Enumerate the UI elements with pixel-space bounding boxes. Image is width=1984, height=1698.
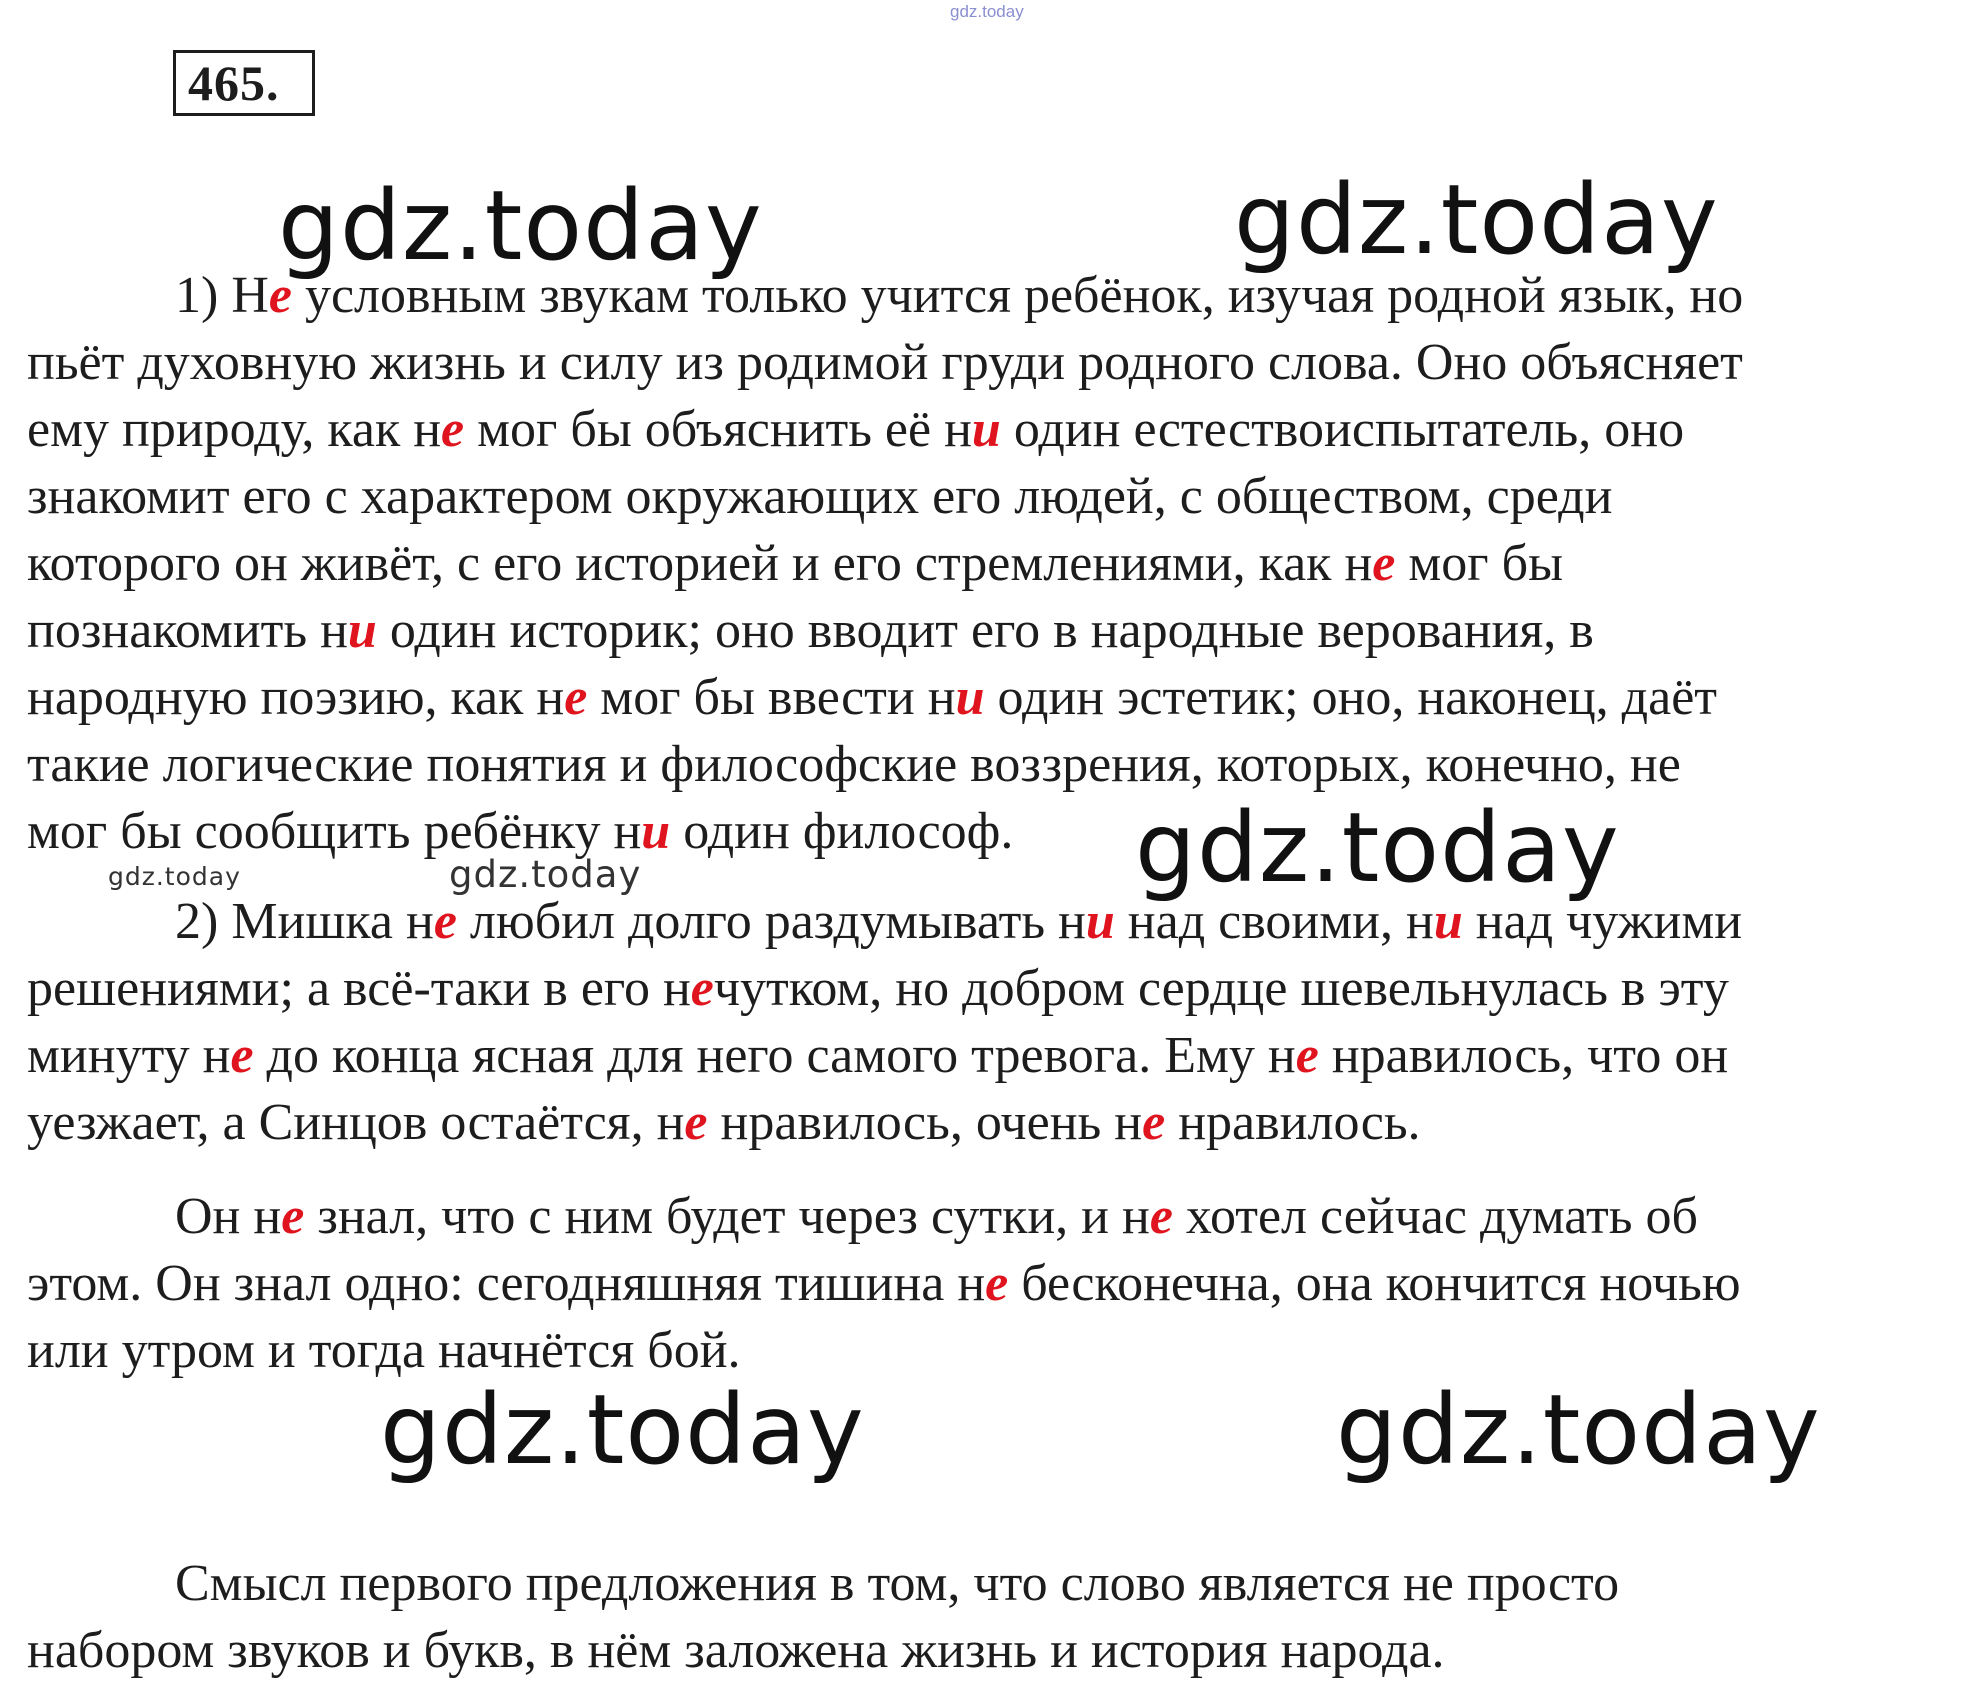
text-segment: один эстетик; оно, наконец, даёт такие логические понятия и философские воззрения, которых, конечно, не мог бы сообщить ребёнку н xyxy=(27,669,1718,860)
answer-paragraph-1 xyxy=(27,262,1967,865)
watermark: gdz.today xyxy=(278,170,763,282)
highlighted-letter: и xyxy=(955,669,985,726)
highlighted-letter: е xyxy=(684,1094,708,1151)
text-segment: над своими, н xyxy=(1114,893,1434,950)
highlighted-letter: е xyxy=(1142,1094,1166,1151)
answer-paragraph-3 xyxy=(27,1183,1967,1384)
highlighted-letter: е xyxy=(564,669,588,726)
text-segment: один естествоиспытатель, оно знакомит его с характером окружающих его людей, с обществом, среди которого он живёт, с его историей и его стремлениями, как н xyxy=(27,401,1685,592)
highlighted-letter: е xyxy=(433,893,457,950)
text-segment: мог бы ввести н xyxy=(587,669,956,726)
highlighted-letter: и xyxy=(1085,893,1115,950)
watermark: gdz.today xyxy=(1336,1374,1821,1486)
explanation-paragraph xyxy=(27,1550,1967,1684)
text-segment: хотел сейчас думать об этом. Он знал одно: сегодняшняя тишина н xyxy=(27,1188,1698,1312)
highlighted-letter: е xyxy=(1295,1027,1319,1084)
text-segment: Он н xyxy=(175,1188,282,1245)
highlighted-letter: е xyxy=(281,1188,305,1245)
text-segment: 2) Мишка н xyxy=(175,893,434,950)
text-segment: знал, что с ним будет через сутки, и н xyxy=(304,1188,1150,1245)
text-segment: Смысл первого предложения в том, что слово является не просто набором звуков и букв, в нём заложена жизнь и история народа. xyxy=(27,1555,1620,1679)
highlighted-letter: и xyxy=(347,602,377,659)
highlighted-letter: е xyxy=(230,1027,254,1084)
highlighted-letter: е xyxy=(690,960,714,1017)
highlighted-letter: е xyxy=(985,1255,1009,1312)
highlighted-letter: е xyxy=(1149,1188,1173,1245)
text-segment: один историк; оно вводит его в народные верования, в народную поэзию, как н xyxy=(27,602,1594,726)
text-segment: любил долго раздумывать н xyxy=(456,893,1086,950)
text-segment: один философ. xyxy=(670,803,1014,860)
text-segment: до конца ясная для него самого тревога. Ему н xyxy=(253,1027,1296,1084)
text-segment: над чужими решениями; а всё-таки в его н xyxy=(27,893,1743,1017)
text-segment: нравилось, что он уезжает, а Синцов остаётся, н xyxy=(27,1027,1729,1151)
watermark: gdz.today xyxy=(449,853,642,896)
watermark: gdz.today xyxy=(108,862,241,891)
watermark: gdz.today xyxy=(1234,164,1719,276)
text-segment: мог бы объяснить её н xyxy=(464,401,972,458)
site-mark[interactable]: gdz.today xyxy=(950,2,1024,21)
text-segment: чутком, но добром сердце шевельнулась в эту минуту н xyxy=(27,960,1729,1084)
text-segment: нравилось. xyxy=(1165,1094,1421,1151)
watermark: gdz.today xyxy=(1135,792,1620,904)
highlighted-letter: е xyxy=(441,401,465,458)
highlighted-letter: и xyxy=(1433,893,1463,950)
highlighted-letter: и xyxy=(641,803,671,860)
task-number-badge: 465. xyxy=(173,50,315,116)
highlighted-letter: и xyxy=(971,401,1001,458)
text-segment: нравилось, очень н xyxy=(707,1094,1143,1151)
answer-paragraph-2 xyxy=(27,888,1967,1156)
text-segment: мог бы познакомить н xyxy=(27,535,1564,659)
watermark: gdz.today xyxy=(380,1374,865,1486)
highlighted-letter: е xyxy=(1372,535,1396,592)
text-segment: бесконечна, она кончится ночью или утром и тогда начнётся бой. xyxy=(27,1255,1741,1379)
highlighted-letter: е xyxy=(268,267,292,324)
text-segment: 1) Н xyxy=(175,267,269,324)
text-segment: условным звукам только учится ребёнок, изучая родной язык, но пьёт духовную жизнь и силу из родимой груди родного слова. Оно объясняет ему природу, как н xyxy=(27,267,1744,458)
